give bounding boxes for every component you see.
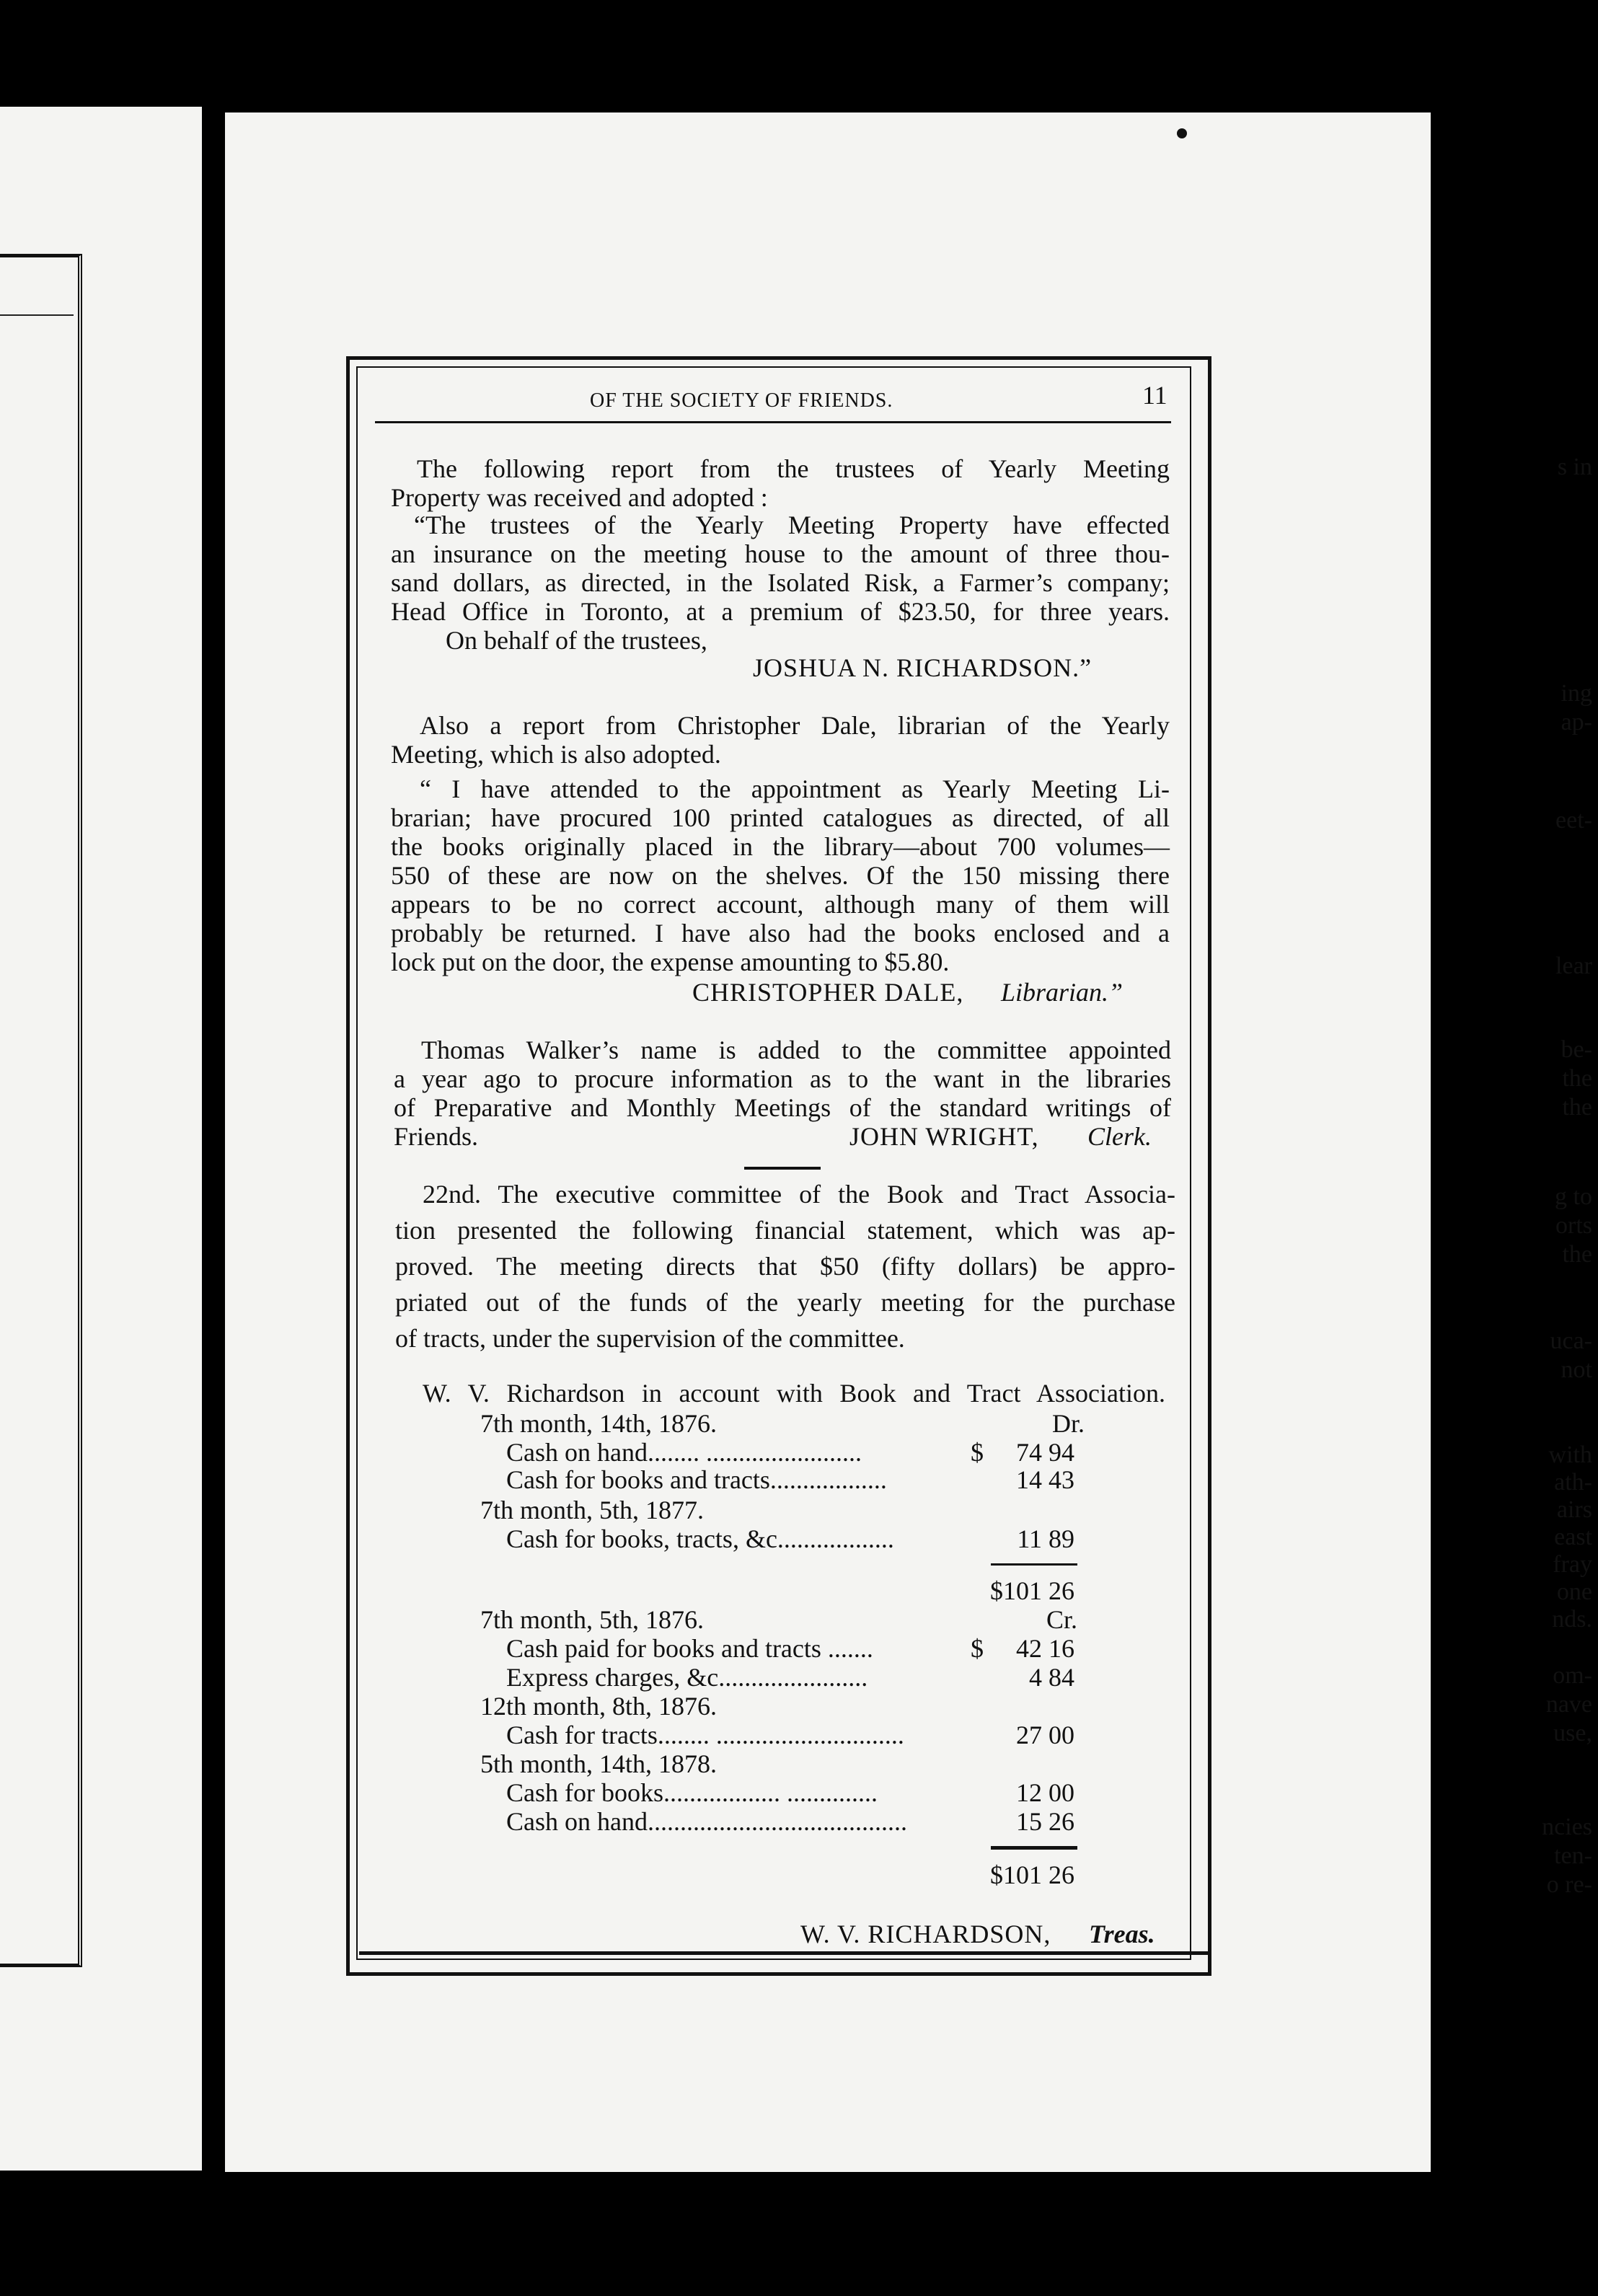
paragraph-line: sand dollars, as directed, in the Isolated Risk, a Farmer’s company; [391, 568, 1170, 597]
paragraph-line: 550 of these are now on the shelves. Of the 150 missing there [391, 861, 1170, 890]
fragment-text: nave [1545, 1691, 1592, 1718]
paragraph-line: Head Office in Toronto, at a premium of $23.50, for three years. [391, 597, 1170, 626]
page-number: 11 [1142, 381, 1167, 410]
account-amount: 4 84 [1029, 1663, 1074, 1692]
fragment-text: not [1561, 1356, 1592, 1383]
paragraph-line: the books originally placed in the library—about 700 volumes— [391, 832, 1170, 861]
account-item: Cash for tracts........ ............................. [506, 1721, 904, 1749]
treasurer-name: W. V. RICHARDSON, [800, 1920, 1051, 1948]
signature: JOSHUA N. RICHARDSON.” [753, 653, 1092, 682]
bottom-rule [359, 1951, 1210, 1955]
fragment-text: one [1556, 1578, 1592, 1605]
account-amount: 14 43 [1016, 1465, 1074, 1494]
paragraph-line: “The trustees of the Yearly Meeting Property have effected [414, 511, 1170, 539]
dollar-sign: $ [971, 1634, 984, 1663]
paragraph-line: 22nd. The executive committee of the Book and Tract Associa- [423, 1180, 1175, 1209]
debit-total: $101 26 [990, 1576, 1074, 1605]
ink-spot [1177, 128, 1187, 138]
paragraph-line: brarian; have procured 100 printed catalogues as directed, of all [391, 803, 1170, 832]
paragraph-line: probably be returned. I have also had the books enclosed and a [391, 919, 1170, 948]
paragraph-line: priated out of the funds of the yearly meeting for the purchase [395, 1288, 1175, 1317]
fragment-text: s in [1557, 454, 1592, 480]
signature-name: CHRISTOPHER DALE, [692, 978, 964, 1007]
account-date: 12th month, 8th, 1876. [480, 1692, 718, 1721]
previous-page-border [0, 254, 82, 1967]
credit-total: $101 26 [990, 1860, 1074, 1889]
section-divider [744, 1167, 821, 1170]
fragment-text: om- [1553, 1662, 1592, 1689]
fragment-text: ten- [1554, 1842, 1592, 1869]
account-item: Cash for books.................. .............. [506, 1778, 878, 1807]
dollar-sign: $ [971, 1438, 984, 1467]
account-item: Cash for books and tracts.................. [506, 1465, 887, 1494]
account-item: Cash paid for books and tracts ....... [506, 1634, 873, 1663]
account-item: Cash on hand........................................ [506, 1807, 907, 1836]
account-date: 7th month, 5th, 1876. [480, 1605, 705, 1634]
running-title: OF THE SOCIETY OF FRIENDS. [590, 389, 893, 412]
account-amount: 15 26 [1016, 1807, 1074, 1836]
account-item: Cash on hand........ ........................ [506, 1438, 862, 1467]
paragraph-line: of tracts, under the supervision of the committee. [395, 1324, 905, 1353]
paragraph-line: The following report from the trustees of Yearly Meeting [417, 454, 1170, 483]
header-rule [375, 421, 1171, 423]
total-rule [991, 1563, 1077, 1566]
paragraph-line: a year ago to procure information as to the want in the libraries [394, 1064, 1171, 1093]
fragment-text: the [1562, 1241, 1592, 1268]
fragment-text: ncies [1542, 1814, 1592, 1840]
fragment-text: with [1548, 1441, 1592, 1468]
treasurer-title: Treas. [1089, 1920, 1155, 1948]
paragraph-line: proved. The meeting directs that $50 (fifty dollars) be appro- [395, 1252, 1175, 1281]
fragment-text: orts [1555, 1212, 1592, 1239]
paragraph-line: an insurance on the meeting house to the amount of three thou- [391, 539, 1170, 568]
clerk-title: Clerk. [1087, 1122, 1152, 1151]
paragraph-line: Thomas Walker’s name is added to the committee appointed [421, 1036, 1171, 1064]
fragment-text: be- [1561, 1036, 1592, 1063]
account-title: W. V. Richardson in account with Book and Tract Association. [423, 1379, 1165, 1408]
credit-label: Cr. [1046, 1605, 1077, 1634]
account-item: Cash for books, tracts, &c.................. [506, 1524, 894, 1553]
paragraph-line: lock put on the door, the expense amounting to $5.80. [391, 948, 950, 976]
account-date: 5th month, 14th, 1878. [480, 1749, 718, 1778]
fragment-text: g to [1555, 1183, 1592, 1210]
fragment-text: o re- [1546, 1871, 1592, 1898]
account-amount: 27 00 [1016, 1721, 1074, 1749]
paragraph-line: appears to be no correct account, although many of them will [391, 890, 1170, 919]
paragraph-line: Meeting, which is also adopted. [391, 740, 721, 769]
paragraph-line: On behalf of the trustees, [446, 626, 707, 655]
fragment-text: eet- [1555, 807, 1592, 834]
account-amount: 12 00 [1016, 1778, 1074, 1807]
account-amount: 42 16 [1016, 1634, 1074, 1663]
paragraph-line: Friends. [394, 1122, 478, 1151]
fragment-text: fray [1553, 1551, 1592, 1578]
fragment-text: the [1562, 1094, 1592, 1121]
fragment-text: ath- [1554, 1469, 1592, 1496]
account-date: 7th month, 5th, 1877. [480, 1496, 705, 1524]
account-item: Express charges, &c....................... [506, 1663, 868, 1692]
account-amount: 74 94 [1016, 1438, 1074, 1467]
fragment-text: use, [1553, 1720, 1592, 1747]
account-date: 7th month, 14th, 1876. [480, 1409, 718, 1438]
fragment-text: east [1554, 1524, 1592, 1550]
paragraph-line: Also a report from Christopher Dale, librarian of the Yearly [420, 711, 1170, 740]
fragment-text: ap- [1561, 709, 1592, 736]
total-rule [991, 1846, 1077, 1850]
fragment-text: lear [1555, 953, 1592, 979]
paragraph-line: “ I have attended to the appointment as Yearly Meeting Li- [420, 774, 1170, 803]
fragment-text: uca- [1550, 1328, 1592, 1354]
debit-label: Dr. [1052, 1409, 1085, 1438]
paragraph-line: of Preparative and Monthly Meetings of the standard writings of [394, 1093, 1171, 1122]
signature-title: Librarian.” [1001, 978, 1124, 1007]
account-amount: 11 89 [1017, 1524, 1074, 1553]
paragraph-line: tion presented the following financial statement, which was ap- [395, 1216, 1175, 1245]
fragment-text: ing [1561, 680, 1592, 707]
fragment-text: the [1562, 1065, 1592, 1092]
fragment-text: airs [1556, 1496, 1592, 1523]
clerk-name: JOHN WRIGHT, [849, 1122, 1039, 1151]
fragment-text: nds. [1552, 1606, 1592, 1633]
previous-page-header-rule [0, 314, 74, 316]
paragraph-line: Property was received and adopted : [391, 483, 768, 512]
